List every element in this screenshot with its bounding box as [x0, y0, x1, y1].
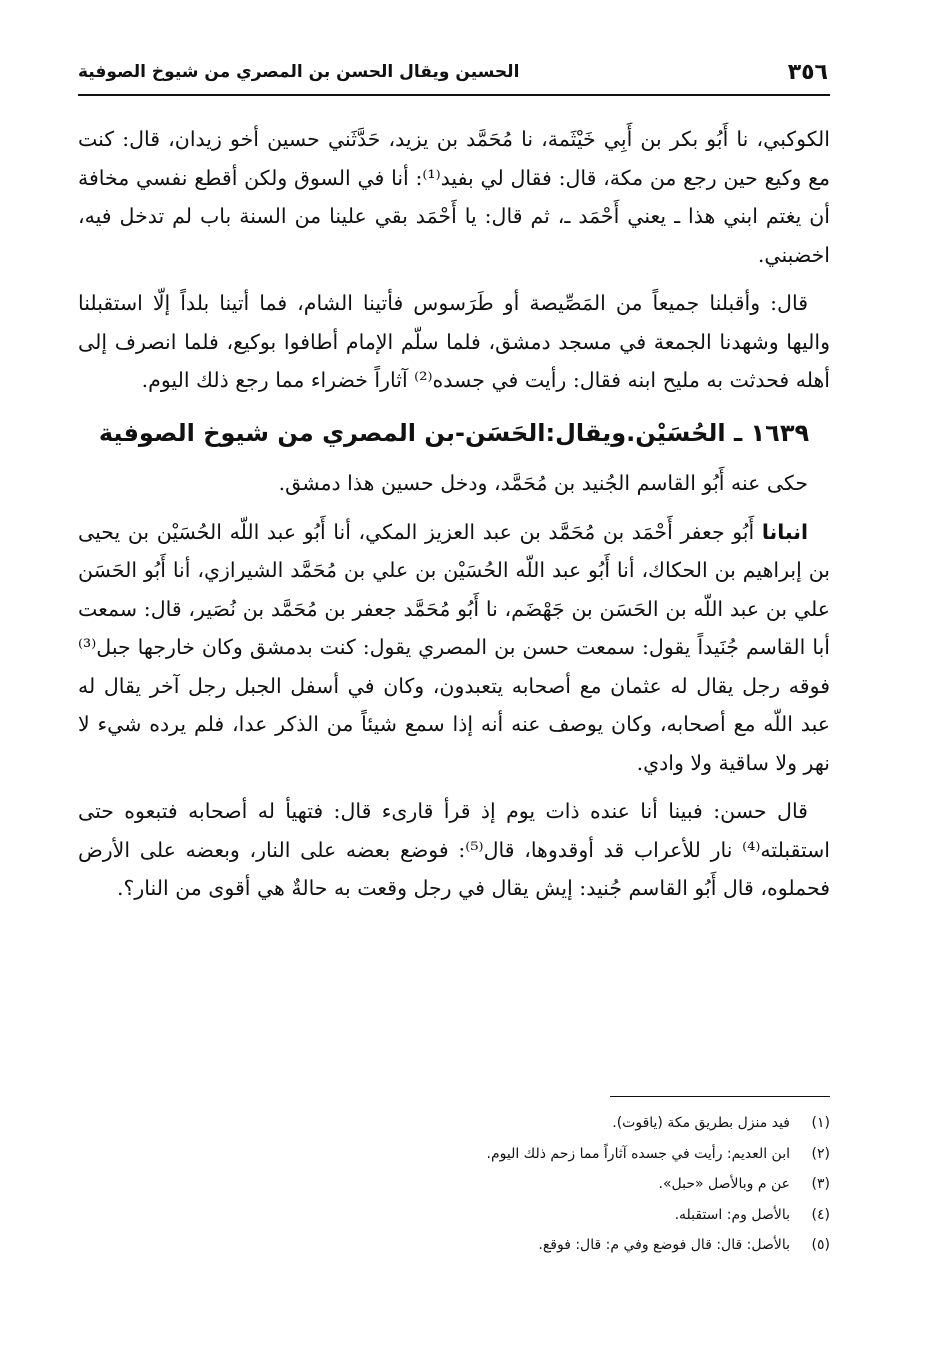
footnote [78, 1108, 830, 1139]
page-number: ٣٥٦ [787, 60, 828, 85]
footnote-number: (٢) [811, 1145, 830, 1162]
footnote-number: (٣) [811, 1176, 830, 1192]
footnote-rule [610, 1096, 830, 1097]
footnote [78, 1139, 830, 1170]
footnote [78, 1200, 830, 1231]
paragraph-4-lead: انبانا [761, 519, 808, 544]
paragraph-4-text: أَبُو جعفر أَحْمَد بن مُحَمَّد بن عبد العزيز المكي، أنا أَبُو عبد اللّه الحُسَيْن بن يحيى بن إبراهيم بن الحكاك، أنا أَبُو عبد اللّه الحُسَيْن بن علي بن مُحَمَّد الشيرازي، أنا أَبُو الحَسَن علي بن عبد اللّه بن الحَسَن بن جَهْضَم، نا أَبُو مُحَمَّد جعفر بن مُحَمَّد بن نُصَير، قال: سمعت أبا القاسم جُنَيداً يقول: سمعت حسن بن المصري يقول: كنت بدمشق وكان خارجها جبل⁽³⁾ فوقه رجل يقال له عثمان مع أصحابه يتعبدون، وكان في أسفل الجبل رجل آخر يقال له عبد اللّه مع أصحابه، وكان يوصف عنه أنه إذا سمع شيئاً من الذكر عدا، فلم يرده شيء لا نهر ولا ساقية ولا وادي. [78, 519, 830, 775]
paragraph-3: حكى عنه أَبُو القاسم الجُنيد بن مُحَمَّد، ودخل حسين هذا دمشق. [278, 471, 808, 495]
footnote [78, 1169, 830, 1200]
footnote-number: (٥) [811, 1237, 830, 1253]
footnote-text: بالأصل: قال: قال فوضع وفي م: قال: فوقع. [538, 1237, 790, 1253]
running-title: الحسين ويقال الحسن بن المصري من شيوخ الصوفية [78, 62, 520, 82]
header-rule [78, 94, 830, 96]
page-header [78, 60, 828, 92]
footnote [78, 1230, 830, 1261]
footnote-text: فيد منزل بطريق مكة (ياقوت). [612, 1115, 790, 1131]
entry-heading: ١٦٣٩ ـ الحُسَيْن.ويقال:الحَسَن-بن المصري من شيوخ الصوفية [98, 418, 810, 447]
footnotes [78, 1108, 830, 1261]
paragraph-4 [78, 513, 830, 783]
paragraph-1: الكوكبي، نا أَبُو بكر بن أَبِي خَيْثَمة، نا مُحَمَّد بن يزيد، حَدَّثَني حسين أخو زيدان، قال: كنت مع وكيع حين رجع من مكة، قال: فقال لي بفيد⁽¹⁾: أنا في السوق ولكن أقطع نفسي مخافة أن يغتم ابني هذا ـ يعني أَحْمَد ـ، ثم قال: يا أَحْمَد بقي علينا من السنة باب لم تدخل فيه، اخضبني. [78, 127, 830, 267]
main-text [78, 120, 830, 918]
footnote-text: ابن العديم: رأيت في جسده آثاراً مما زحم ذلك اليوم. [486, 1145, 790, 1162]
footnote-text: بالأصل وم: استقبله. [674, 1206, 790, 1223]
paragraph-5: قال حسن: فبينا أنا عنده ذات يوم إذ قرأ قارىء قال: فتهيأ له أصحابه فتبعوه حتى استقبلته⁽⁴⁾ نار للأعراب قد أوقدوها، قال⁽⁵⁾: فوضع بعضه على النار، وبعضه على الأرض فحملوه، قال أَبُو القاسم جُنيد: إيش يقال في رجل وقعت به حالةٌ هي أقوى من النار؟. [78, 799, 831, 900]
footnote-number: (٤) [811, 1206, 830, 1223]
footnote-text: عن م وبالأصل «حبل». [658, 1176, 790, 1192]
footnote-number: (١) [811, 1115, 830, 1131]
paragraph-2: قال: وأقبلنا جميعاً من المَصِّيصة أو طَرَسوس فأتينا الشام، فما أتينا بلداً إلّا استقبلنا واليها وشهدنا الجمعة في مسجد دمشق، فلما سلّم الإمام أطافوا بوكيع، فلما انصرف إلى أهله فحدثت به مليح ابنه فقال: رأيت في جسده⁽²⁾ آثاراً خضراء مما رجع ذلك اليوم. [78, 291, 830, 392]
